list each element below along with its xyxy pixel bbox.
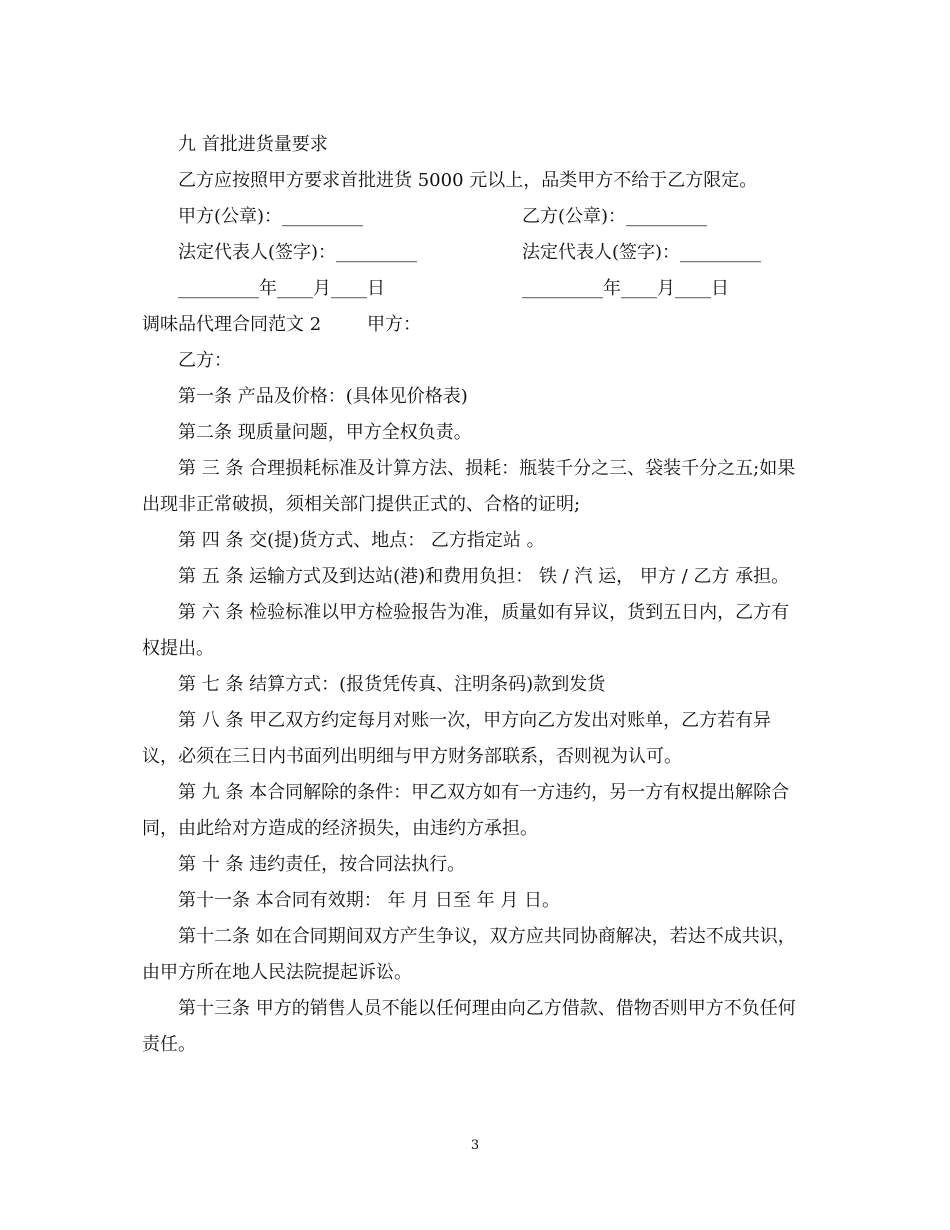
party-a-representative: 法定代表人(签字)：_________ xyxy=(178,242,418,263)
signature-row-seal xyxy=(142,199,804,235)
article: 第 三 条 合理损耗标准及计算方法、损耗：瓶装千分之三、袋装千分之五;如果出现非正常破损，须相关部门提供正式的、合格的证明; xyxy=(142,458,796,515)
signature-row-representative xyxy=(142,235,804,271)
article: 第 九 条 本合同解除的条件：甲乙双方如有一方违约，另一方有权提出解除合同，由此给对方造成的经济损失，由违约方承担。 xyxy=(142,782,790,839)
signature-row-date xyxy=(142,271,804,307)
article: 第十二条 如在合同期间双方产生争议，双方应共同协商解决，若达不成共识，由甲方所在地人民法院提起诉讼。 xyxy=(142,926,796,983)
article: 第十一条 本合同有效期： 年 月 日至 年 月 日。 xyxy=(178,890,561,911)
article: 第 四 条 交(提)货方式、地点： 乙方指定站 。 xyxy=(178,530,545,551)
party-a-date: _________年____月____日 xyxy=(178,278,385,299)
party-a-seal: 甲方(公章)：_________ xyxy=(178,206,364,227)
article: 第 八 条 甲乙双方约定每月对账一次，甲方向乙方发出对账单，乙方若有异议，必须在三日内书面列出明细与甲方财务部联系，否则视为认可。 xyxy=(142,710,772,767)
contract-title: 调味品代理合同范文 2 甲方： xyxy=(142,314,421,335)
article: 第 六 条 检验标准以甲方检验报告为准，质量如有异议，货到五日内，乙方有权提出。 xyxy=(142,602,790,659)
party-b-date: _________年____月____日 xyxy=(522,278,729,299)
section-heading: 九 首批进货量要求 xyxy=(178,134,328,155)
page-number: 3 xyxy=(470,1138,480,1153)
party-b-line: 乙方： xyxy=(178,350,232,371)
article: 第 十 条 违约责任，按合同法执行。 xyxy=(178,854,466,875)
article: 第 五 条 运输方式及到达站(港)和费用负担： 铁 / 汽 运， 甲方 / 乙方 承担。 xyxy=(178,566,790,587)
article: 第十三条 甲方的销售人员不能以任何理由向乙方借款、借物否则甲方不负任何责任。 xyxy=(142,998,796,1055)
document-body xyxy=(142,127,804,1063)
paragraph: 乙方应按照甲方要求首批进货 5000 元以上，品类甲方不给于乙方限定。 xyxy=(178,170,758,191)
party-b-seal: 乙方(公章)：_________ xyxy=(522,206,708,227)
article: 第 七 条 结算方式：(报货凭传真、注明条码)款到发货 xyxy=(178,674,606,695)
article: 第一条 产品及价格：(具体见价格表) xyxy=(178,386,468,407)
article: 第二条 现质量问题，甲方全权负责。 xyxy=(178,422,472,443)
party-b-representative: 法定代表人(签字)：_________ xyxy=(522,242,762,263)
